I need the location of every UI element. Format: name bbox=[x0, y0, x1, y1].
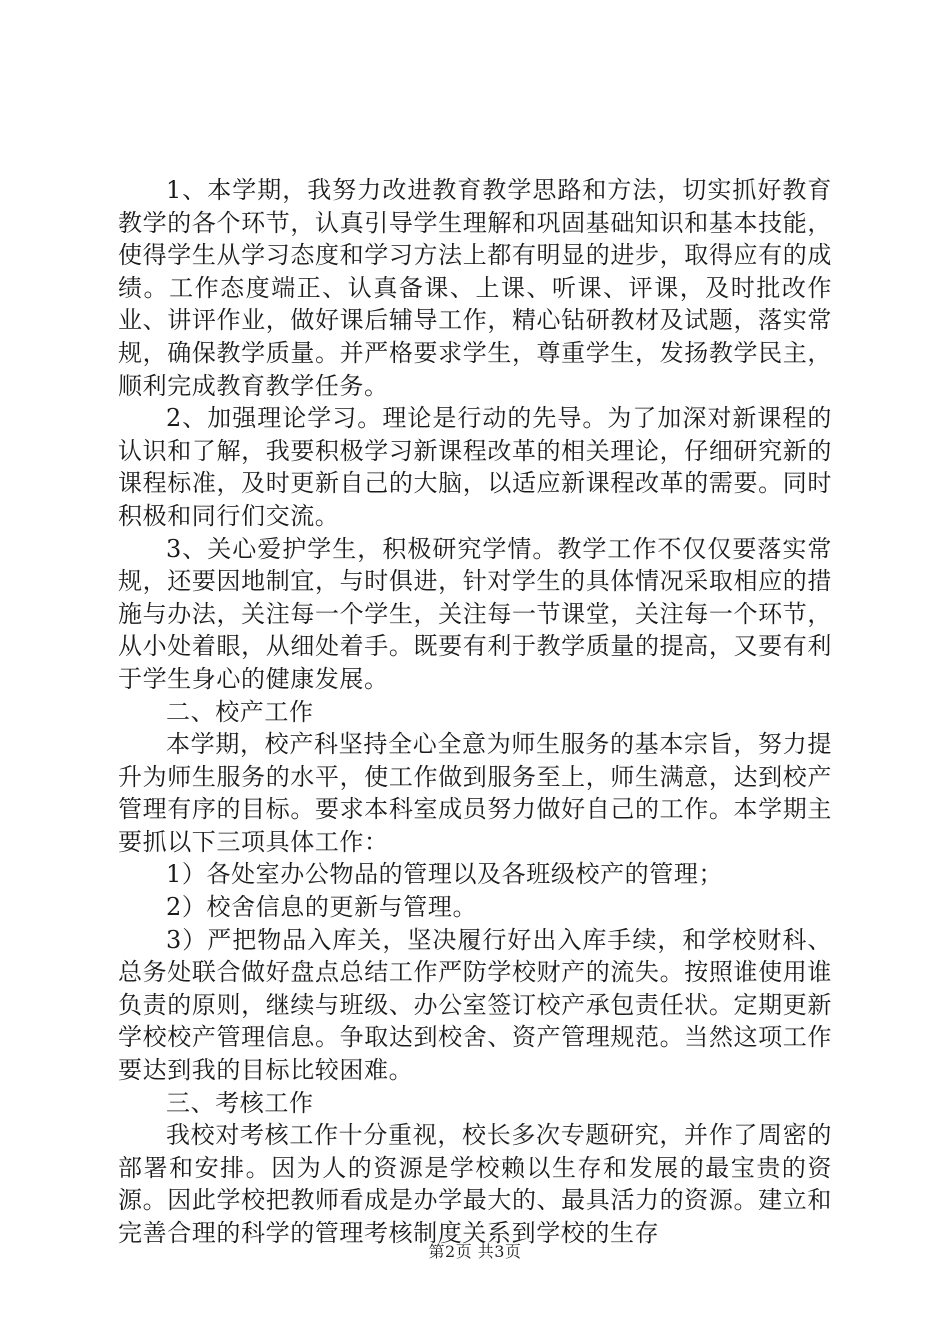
paragraph-student-care: 3、关心爱护学生，积极研究学情。教学工作不仅仅要落实常规，还要因地制宜，与时俱进，针对学生的具体情况采取相应的措施与办法，关注每一个学生，关注每一节课堂，关注每一个环节，从小处着眼，从细处着手。既要有利于教学质量的提高，又要有利于学生身心的健康发展。 bbox=[118, 534, 832, 693]
list-item-building-info: 2）校舍信息的更新与管理。 bbox=[166, 893, 478, 922]
list-item-office-supplies: 1）各处室办公物品的管理以及各班级校产的管理； bbox=[166, 860, 724, 889]
paragraph-assessment: 我校对考核工作十分重视，校长多次专题研究，并作了周密的部署和安排。因为人的资源是学校赖以生存和发展的最宝贵的资源。因此学校把教师看成是办学最大的、最具活力的资源。建立和完善合理的科学的管理考核制度关系到学校的生存 bbox=[118, 1121, 832, 1247]
paragraph-school-property-intro: 本学期，校产科坚持全心全意为师生服务的基本宗旨，努力提升为师生服务的水平，使工作做到服务至上，师生满意，达到校产管理有序的目标。要求本科室成员努力做好自己的工作。本学期主要抓以下三项具体工作： bbox=[118, 730, 832, 856]
section-heading-school-property: 二、校产工作 bbox=[166, 697, 314, 726]
document-body bbox=[118, 174, 832, 1250]
paragraph-theory-study: 2、加强理论学习。理论是行动的先导。为了加深对新课程的认识和了解，我要积极学习新课程改革的相关理论，仔细研究新的课程标准，及时更新自己的大脑，以适应新课程改革的需要。同时积极和同行们交流。 bbox=[118, 404, 832, 530]
page-footer: 第2页 共3页 bbox=[428, 1242, 522, 1261]
paragraph-teaching-work: 1、本学期，我努力改进教育教学思路和方法，切实抓好教育教学的各个环节，认真引导学生理解和巩固基础知识和基本技能，使得学生从学习态度和学习方法上都有明显的进步，取得应有的成绩。工作态度端正、认真备课、上课、听课、评课，及时批改作业、讲评作业，做好课后辅导工作，精心钻研教材及试题，落实常规，确保教学质量。并严格要求学生，尊重学生，发扬教学民主，顺利完成教育教学任务。 bbox=[118, 176, 832, 400]
section-heading-assessment: 三、考核工作 bbox=[166, 1088, 314, 1117]
list-item-warehouse-control: 3）严把物品入库关，坚决履行好出入库手续，和学校财科、总务处联合做好盘点总结工作严防学校财产的流失。按照谁使用谁负责的原则，继续与班级、办公室签订校产承包责任状。定期更新学校校产管理信息。争取达到校舍、资产管理规范。当然这项工作要达到我的目标比较困难。 bbox=[118, 925, 832, 1085]
